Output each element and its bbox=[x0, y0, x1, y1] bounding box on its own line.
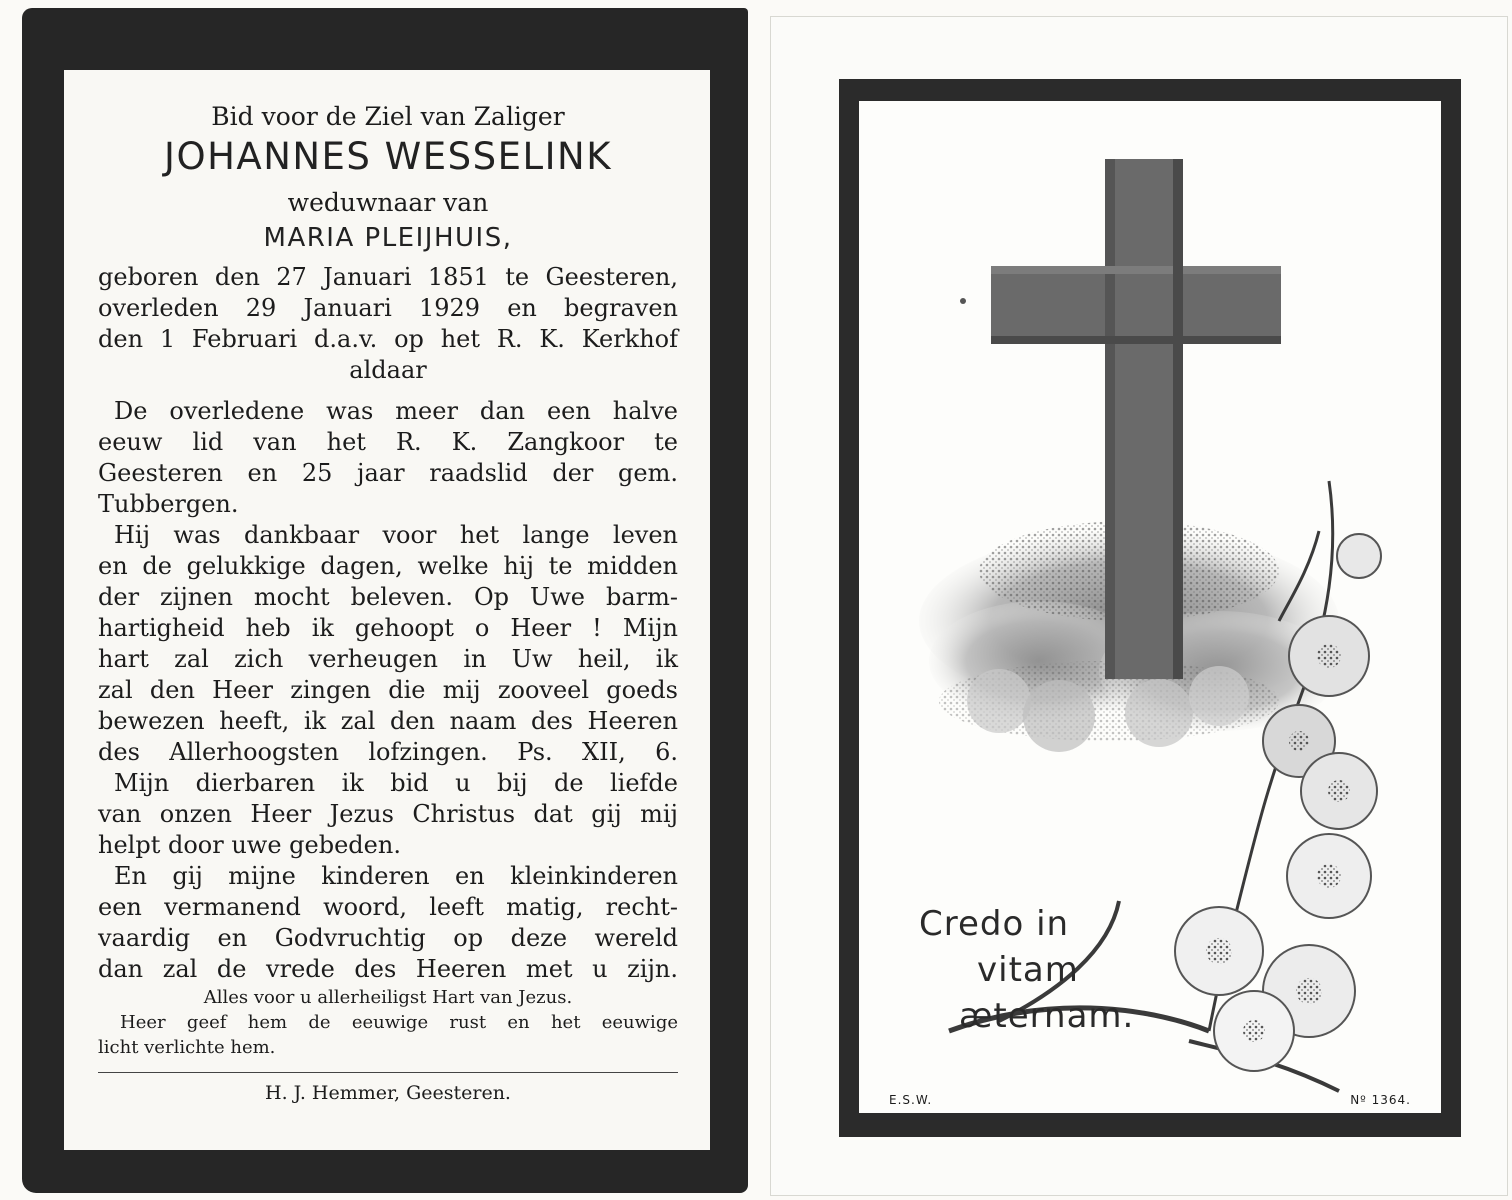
illustration-panel bbox=[859, 101, 1441, 1113]
maker-mark: E.S.W. bbox=[889, 1093, 933, 1107]
paragraph-line: dan zal de vrede des Heeren met u zijn. bbox=[98, 955, 678, 983]
paragraph-line: bewezen heeft, ik zal den naam des Heeren bbox=[98, 707, 678, 735]
facts-line: overleden 29 Januari 1929 en begraven bbox=[98, 294, 678, 322]
paragraph-line: van onzen Heer Jezus Christus dat gij mij bbox=[98, 800, 678, 828]
facts-line: geboren den 27 Januari 1851 te Geesteren, bbox=[98, 263, 678, 291]
prayer-line: Alles voor u allerheiligst Hart van Jezus. bbox=[203, 987, 573, 1008]
text-panel bbox=[64, 70, 710, 1150]
text-content bbox=[98, 100, 678, 1107]
deceased-name: JOHANNES WESSELINK bbox=[164, 135, 612, 178]
paragraph-line: helpt door uwe gebeden. bbox=[98, 831, 401, 859]
prayer-line: Heer geef hem de eeuwige rust en het eeuwige bbox=[120, 1012, 678, 1033]
paragraph-line: Tubbergen. bbox=[98, 490, 239, 518]
printer-credit: H. J. Hemmer, Geesteren. bbox=[265, 1082, 511, 1104]
paragraph-line: vaardig en Godvruchtig op deze wereld bbox=[98, 924, 678, 952]
motto-line: vitam bbox=[977, 950, 1079, 990]
prayer-line: licht verlichte hem. bbox=[98, 1037, 276, 1058]
paragraph-line: De overledene was meer dan een halve bbox=[114, 397, 678, 425]
paragraph-line: Mijn dierbaren ik bid u bij de liefde bbox=[114, 769, 678, 797]
paragraph-line: der zijnen mocht beleven. Op Uwe barm- bbox=[98, 583, 678, 611]
paragraph-line: En gij mijne kinderen en kleinkinderen bbox=[114, 862, 678, 890]
paragraph-line: zal den Heer zingen die mij zooveel goeds bbox=[98, 676, 678, 704]
plate-number: Nº 1364. bbox=[1350, 1093, 1411, 1107]
facts-line: den 1 Februari d.a.v. op het R. K. Kerkhof bbox=[98, 325, 678, 353]
memorial-card-text-side bbox=[22, 8, 748, 1193]
life-facts bbox=[98, 262, 678, 386]
motto-line: Credo in bbox=[919, 904, 1070, 944]
prayer-heading: Bid voor de Ziel van Zaliger bbox=[211, 102, 565, 131]
paragraph-line: een vermanend woord, leeft matig, recht- bbox=[98, 893, 678, 921]
divider bbox=[98, 1072, 678, 1073]
motto-line: æternam. bbox=[959, 996, 1135, 1036]
paragraph-line: hartigheid heb ik gehoopt o Heer ! Mijn bbox=[98, 614, 678, 642]
body-text bbox=[98, 396, 678, 985]
motto-text bbox=[919, 901, 1149, 1039]
paragraph-line: en de gelukkige dagen, welke hij te midden bbox=[98, 552, 678, 580]
closing-prayers bbox=[98, 985, 678, 1060]
relation-text: weduwnaar van bbox=[287, 188, 489, 217]
paragraph-line: Hij was dankbaar voor het lange leven bbox=[114, 521, 678, 549]
spouse-name: MARIA PLEIJHUIS, bbox=[263, 223, 513, 253]
paragraph-line: eeuw lid van het R. K. Zangkoor te bbox=[98, 428, 678, 456]
paragraph-line: des Allerhoogsten lofzingen. Ps. XII, 6. bbox=[98, 738, 678, 766]
paragraph-line: hart zal zich verheugen in Uw heil, ik bbox=[98, 645, 678, 673]
paragraph-line: Geesteren en 25 jaar raadslid der gem. bbox=[98, 459, 678, 487]
memorial-card-image-side bbox=[770, 16, 1508, 1196]
black-mourning-frame bbox=[839, 79, 1461, 1137]
facts-line: aldaar bbox=[349, 356, 427, 384]
